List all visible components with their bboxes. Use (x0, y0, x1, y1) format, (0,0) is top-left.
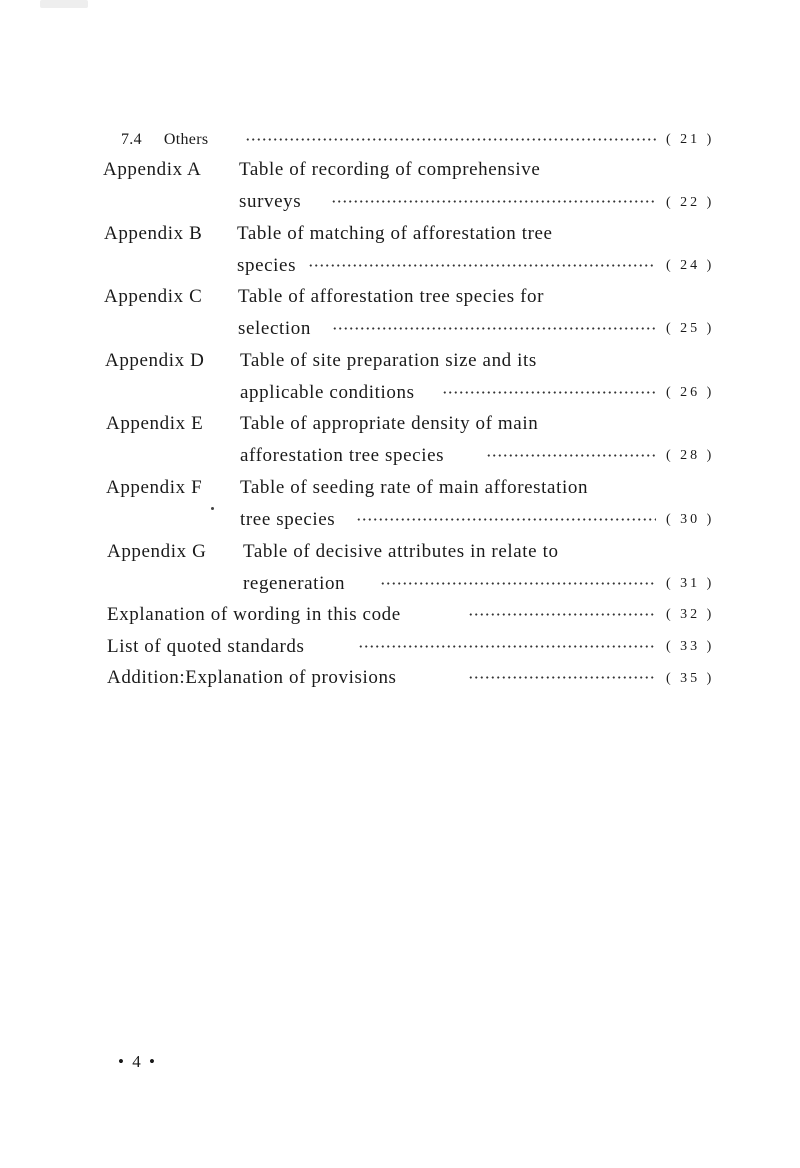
appendix-label: Appendix F (106, 477, 203, 498)
stray-mark (211, 507, 214, 510)
dot-leader (356, 518, 656, 521)
entry-title-line2: applicable conditions (240, 382, 415, 403)
entry-title-line1: Table of seeding rate of main afforestation (240, 477, 589, 498)
section-number: 7.4 (121, 131, 142, 148)
page-ref: ( 25 ) (666, 321, 715, 336)
entry-title-line2: tree species (240, 509, 336, 530)
entry-title: Others (163, 131, 209, 148)
page-ref: ( 21 ) (666, 132, 715, 147)
page-ref: ( 28 ) (666, 448, 715, 463)
dot-leader (468, 613, 656, 616)
page-ref: ( 26 ) (666, 385, 715, 400)
entry-title-line2: species (237, 255, 297, 276)
entry-title-line2: surveys (239, 191, 302, 212)
dot-leader (332, 327, 656, 330)
page-ref: ( 33 ) (666, 639, 715, 654)
entry-title: Addition:Explanation of provisions (107, 667, 397, 688)
dot-leader (245, 138, 658, 141)
dot-leader (331, 200, 656, 203)
dot-leader (358, 645, 656, 648)
dot-leader (442, 391, 656, 394)
entry-title-line2: regeneration (243, 573, 346, 594)
appendix-label: Appendix A (103, 159, 202, 180)
page-ref: ( 35 ) (666, 671, 715, 686)
entry-title: List of quoted standards (107, 636, 305, 657)
entry-title-line1: Table of matching of afforestation tree (237, 223, 553, 244)
page-ref: ( 30 ) (666, 512, 715, 527)
appendix-label: Appendix D (105, 350, 205, 371)
appendix-label: Appendix G (107, 541, 207, 562)
entry-title-line2: selection (238, 318, 311, 339)
entry-title-line1: Table of recording of comprehensive (239, 159, 541, 180)
dot-leader (308, 264, 656, 267)
entry-title-line1: Table of decisive attributes in relate to (243, 541, 559, 562)
entry-title-line1: Table of appropriate density of main (240, 413, 539, 434)
appendix-label: Appendix B (104, 223, 203, 244)
entry-title-line1: Table of site preparation size and its (240, 350, 537, 371)
page-ref: ( 22 ) (666, 195, 715, 210)
page-ref: ( 24 ) (666, 258, 715, 273)
appendix-label: Appendix C (104, 286, 203, 307)
entry-title-line1: Table of afforestation tree species for (238, 286, 545, 307)
entry-title-line2: afforestation tree species (240, 445, 445, 466)
dot-leader (380, 582, 656, 585)
appendix-label: Appendix E (106, 413, 204, 434)
page-ref: ( 32 ) (666, 607, 715, 622)
entry-title: Explanation of wording in this code (107, 604, 401, 625)
page-ref: ( 31 ) (666, 576, 715, 591)
dot-leader (468, 676, 656, 679)
page-number: • 4 • (118, 1052, 157, 1071)
dot-leader (486, 454, 656, 457)
